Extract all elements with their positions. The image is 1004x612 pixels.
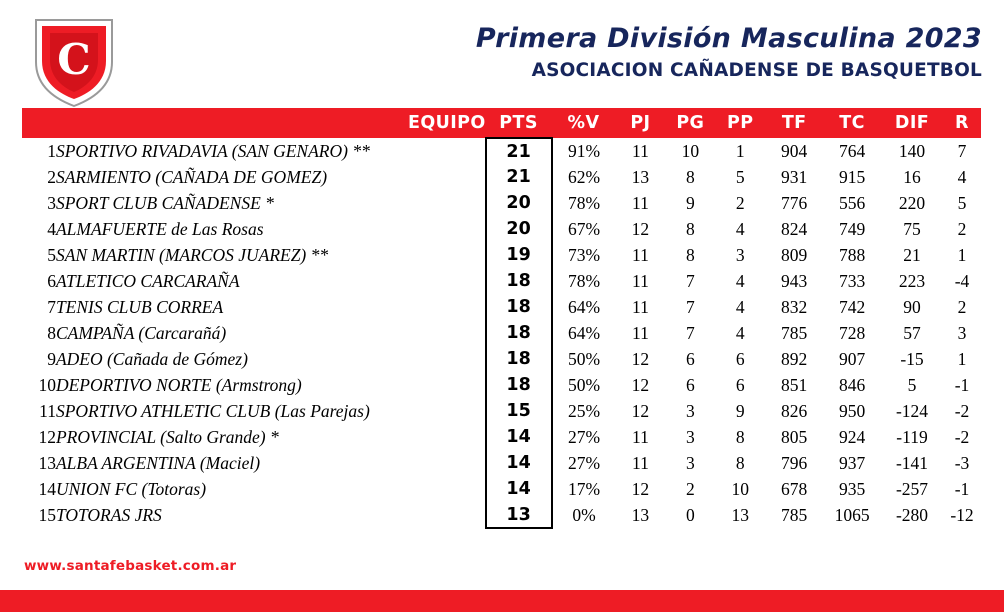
cell-pp: 9 — [735, 400, 745, 421]
cell-pj: 12 — [631, 478, 650, 499]
cell-r: 1 — [957, 244, 967, 265]
table-row — [22, 502, 981, 528]
cell-dif: 140 — [898, 140, 926, 161]
table-row — [22, 138, 981, 164]
cell-dif: 16 — [903, 166, 921, 187]
cell-pj: 11 — [631, 296, 649, 317]
table-row — [22, 398, 981, 424]
cell-team: SARMIENTO (CAÑADA DE GOMEZ) — [55, 166, 328, 187]
cell-pts: 13 — [486, 502, 552, 528]
cell-pg: 7 — [685, 270, 695, 291]
cell-pv: 27% — [567, 426, 601, 447]
cell-position: 13 — [38, 452, 56, 473]
cell-pp: 6 — [735, 374, 745, 395]
cell-team: PROVINCIAL (Salto Grande) * — [55, 426, 279, 447]
cell-position: 15 — [38, 504, 56, 525]
cell-tc: 950 — [838, 400, 866, 421]
cell-pj: 13 — [631, 166, 650, 187]
cell-team: TOTORAS JRS — [55, 504, 162, 525]
cell-pv: 73% — [567, 244, 601, 265]
cell-pts: 19 — [486, 242, 552, 268]
cell-dif: -141 — [895, 452, 929, 473]
cell-dif: -257 — [895, 478, 929, 499]
cell-pg: 2 — [685, 478, 695, 499]
cell-tf: 776 — [781, 192, 808, 213]
standings-table-wrap — [22, 108, 982, 529]
cell-team: SAN MARTIN (MARCOS JUAREZ) ** — [55, 244, 329, 265]
cell-tc: 937 — [838, 452, 866, 473]
cell-dif: 220 — [898, 192, 926, 213]
column-header-position — [22, 108, 56, 138]
cell-pj: 11 — [631, 322, 649, 343]
table-header-row — [22, 108, 981, 138]
cell-pg: 7 — [685, 296, 695, 317]
cell-r: 5 — [957, 192, 967, 213]
cell-position: 9 — [47, 348, 56, 369]
cell-tf: 892 — [781, 348, 808, 369]
cell-position: 1 — [47, 140, 56, 161]
cell-pg: 0 — [685, 504, 695, 525]
cell-tf: 796 — [781, 452, 808, 473]
cell-r: -3 — [954, 452, 970, 473]
cell-r: -1 — [954, 374, 970, 395]
cell-position: 5 — [47, 244, 56, 265]
cell-pg: 3 — [685, 400, 695, 421]
cell-team: ALMAFUERTE de Las Rosas — [55, 218, 264, 239]
cell-tc: 788 — [838, 244, 866, 265]
cell-pp: 5 — [735, 166, 745, 187]
cell-pj: 11 — [631, 270, 649, 291]
cell-pg: 3 — [685, 452, 695, 473]
column-header-pj: PJ — [615, 108, 665, 138]
table-row — [22, 190, 981, 216]
cell-pts: 18 — [486, 372, 552, 398]
column-header-pp: PP — [715, 108, 765, 138]
cell-r: -2 — [954, 426, 970, 447]
cell-pp: 4 — [735, 296, 745, 317]
cell-pts: 14 — [486, 476, 552, 502]
cell-pp: 6 — [735, 348, 745, 369]
cell-pj: 11 — [631, 244, 649, 265]
cell-pj: 12 — [631, 218, 650, 239]
cell-tf: 785 — [781, 322, 808, 343]
title-block — [476, 24, 982, 81]
table-row — [22, 164, 981, 190]
cell-tc: 749 — [838, 218, 866, 239]
cell-pp: 4 — [735, 322, 745, 343]
cell-pg: 8 — [685, 218, 695, 239]
cell-pv: 50% — [567, 374, 601, 395]
cell-pg: 6 — [685, 348, 695, 369]
cell-pv: 25% — [567, 400, 601, 421]
shield-crest-icon — [32, 14, 116, 108]
table-row — [22, 450, 981, 476]
cell-tc: 742 — [838, 296, 866, 317]
cell-r: 1 — [957, 348, 967, 369]
cell-tc: 556 — [838, 192, 866, 213]
cell-tf: 826 — [781, 400, 808, 421]
table-row — [22, 320, 981, 346]
standings-table — [22, 108, 982, 529]
column-header-dif: DIF — [881, 108, 943, 138]
cell-position: 12 — [38, 426, 56, 447]
cell-pj: 11 — [631, 140, 649, 161]
cell-r: -1 — [954, 478, 970, 499]
cell-pg: 3 — [685, 426, 695, 447]
cell-tf: 785 — [781, 504, 808, 525]
cell-pj: 12 — [631, 374, 650, 395]
cell-pg: 6 — [685, 374, 695, 395]
column-header-r: R — [943, 108, 981, 138]
cell-tc: 907 — [838, 348, 866, 369]
cell-tc: 935 — [838, 478, 866, 499]
cell-dif: 57 — [903, 322, 921, 343]
column-header-pv: %V — [552, 108, 616, 138]
cell-pv: 78% — [567, 192, 601, 213]
cell-position: 6 — [47, 270, 56, 291]
cell-r: 4 — [957, 166, 967, 187]
cell-position: 4 — [47, 218, 56, 239]
cell-pj: 11 — [631, 452, 649, 473]
cell-tc: 728 — [838, 322, 866, 343]
cell-tf: 809 — [781, 244, 808, 265]
cell-team: CAMPAÑA (Carcarañá) — [55, 322, 227, 343]
cell-pg: 10 — [681, 140, 700, 161]
cell-pp: 4 — [735, 218, 745, 239]
cell-pts: 14 — [486, 424, 552, 450]
cell-pts: 21 — [486, 164, 552, 190]
cell-pp: 2 — [735, 192, 745, 213]
table-row — [22, 294, 981, 320]
cell-pts: 21 — [486, 138, 552, 164]
page-header — [0, 0, 1004, 108]
column-header-tc: TC — [823, 108, 881, 138]
cell-tf: 832 — [781, 296, 808, 317]
cell-pp: 4 — [735, 270, 745, 291]
cell-pts: 20 — [486, 190, 552, 216]
table-row — [22, 268, 981, 294]
cell-pg: 8 — [685, 244, 695, 265]
cell-team: SPORTIVO RIVADAVIA (SAN GENARO) ** — [55, 140, 370, 161]
cell-pv: 0% — [572, 504, 596, 525]
footer-bar — [0, 590, 1004, 612]
cell-tc: 915 — [838, 166, 866, 187]
cell-position: 11 — [39, 400, 56, 421]
cell-dif: -15 — [900, 348, 924, 369]
cell-pp: 13 — [731, 504, 749, 525]
cell-dif: 21 — [903, 244, 921, 265]
table-header — [22, 108, 981, 138]
table-row — [22, 216, 981, 242]
cell-tf: 943 — [781, 270, 808, 291]
cell-pts: 18 — [486, 294, 552, 320]
cell-tf: 931 — [781, 166, 808, 187]
cell-position: 2 — [47, 166, 56, 187]
cell-tc: 764 — [838, 140, 866, 161]
cell-pv: 64% — [567, 296, 601, 317]
footer-url[interactable]: www.santafebasket.com.ar — [24, 558, 237, 574]
cell-pv: 62% — [567, 166, 601, 187]
cell-team: TENIS CLUB CORREA — [55, 296, 224, 317]
column-header-pts: PTS — [486, 108, 552, 138]
cell-dif: -280 — [895, 504, 929, 525]
table-row — [22, 476, 981, 502]
cell-pg: 8 — [685, 166, 695, 187]
cell-pv: 27% — [567, 452, 601, 473]
cell-tf: 824 — [781, 218, 808, 239]
cell-pts: 15 — [486, 398, 552, 424]
cell-tf: 678 — [781, 478, 808, 499]
table-row — [22, 346, 981, 372]
cell-team: ADEO (Cañada de Gómez) — [55, 348, 248, 369]
cell-pj: 11 — [631, 426, 649, 447]
cell-team: SPORT CLUB CAÑADENSE * — [55, 192, 274, 213]
column-header-pg: PG — [665, 108, 715, 138]
cell-tc: 733 — [838, 270, 866, 291]
cell-pv: 50% — [567, 348, 601, 369]
cell-pts: 14 — [486, 450, 552, 476]
cell-dif: 75 — [903, 218, 921, 239]
cell-dif: 5 — [907, 374, 917, 395]
cell-r: -2 — [954, 400, 970, 421]
cell-position: 14 — [38, 478, 56, 499]
page-subtitle: ASOCIACION CAÑADENSE DE BASQUETBOL — [531, 59, 982, 81]
cell-r: 2 — [957, 218, 967, 239]
cell-position: 8 — [47, 322, 56, 343]
cell-team: ATLETICO CARCARAÑA — [55, 270, 240, 291]
cell-pv: 91% — [567, 140, 601, 161]
cell-team: UNION FC (Totoras) — [55, 478, 207, 499]
cell-pv: 17% — [567, 478, 601, 499]
cell-position: 3 — [47, 192, 56, 213]
cell-team: DEPORTIVO NORTE (Armstrong) — [55, 374, 302, 395]
cell-pj: 11 — [631, 192, 649, 213]
cell-pg: 9 — [685, 192, 695, 213]
column-header-equipo: EQUIPO — [56, 108, 486, 138]
cell-dif: 223 — [898, 270, 926, 291]
cell-pts: 18 — [486, 320, 552, 346]
cell-pv: 78% — [567, 270, 601, 291]
cell-pts: 18 — [486, 268, 552, 294]
cell-position: 10 — [38, 374, 56, 395]
cell-tc: 846 — [838, 374, 866, 395]
table-row — [22, 424, 981, 450]
table-body — [22, 138, 981, 528]
svg-text:C: C — [57, 35, 91, 84]
cell-r: 2 — [957, 296, 967, 317]
cell-tf: 805 — [781, 426, 808, 447]
cell-pts: 20 — [486, 216, 552, 242]
cell-position: 7 — [47, 296, 56, 317]
cell-tc: 924 — [838, 426, 866, 447]
cell-dif: 90 — [903, 296, 921, 317]
cell-r: 3 — [957, 322, 967, 343]
table-row — [22, 372, 981, 398]
cell-pp: 8 — [735, 426, 745, 447]
cell-tc: 1065 — [834, 504, 870, 525]
cell-pv: 64% — [567, 322, 601, 343]
cell-pp: 10 — [731, 478, 749, 499]
cell-tf: 851 — [781, 374, 808, 395]
cell-dif: -119 — [896, 426, 928, 447]
cell-pp: 3 — [735, 244, 745, 265]
cell-pj: 12 — [631, 400, 650, 421]
page-title: Primera División Masculina 2023 — [475, 23, 982, 54]
cell-pp: 8 — [735, 452, 745, 473]
column-header-tf: TF — [765, 108, 823, 138]
cell-pj: 12 — [631, 348, 650, 369]
cell-dif: -124 — [895, 400, 929, 421]
cell-pj: 13 — [631, 504, 650, 525]
cell-r: -4 — [954, 270, 970, 291]
cell-r: -12 — [950, 504, 974, 525]
cell-pp: 1 — [735, 140, 745, 161]
cell-team: ALBA ARGENTINA (Maciel) — [55, 452, 261, 473]
cell-team: SPORTIVO ATHLETIC CLUB (Las Parejas) — [55, 400, 370, 421]
table-row — [22, 242, 981, 268]
cell-r: 7 — [957, 140, 967, 161]
cell-tf: 904 — [781, 140, 808, 161]
cell-pts: 18 — [486, 346, 552, 372]
cell-pv: 67% — [567, 218, 601, 239]
cell-pg: 7 — [685, 322, 695, 343]
